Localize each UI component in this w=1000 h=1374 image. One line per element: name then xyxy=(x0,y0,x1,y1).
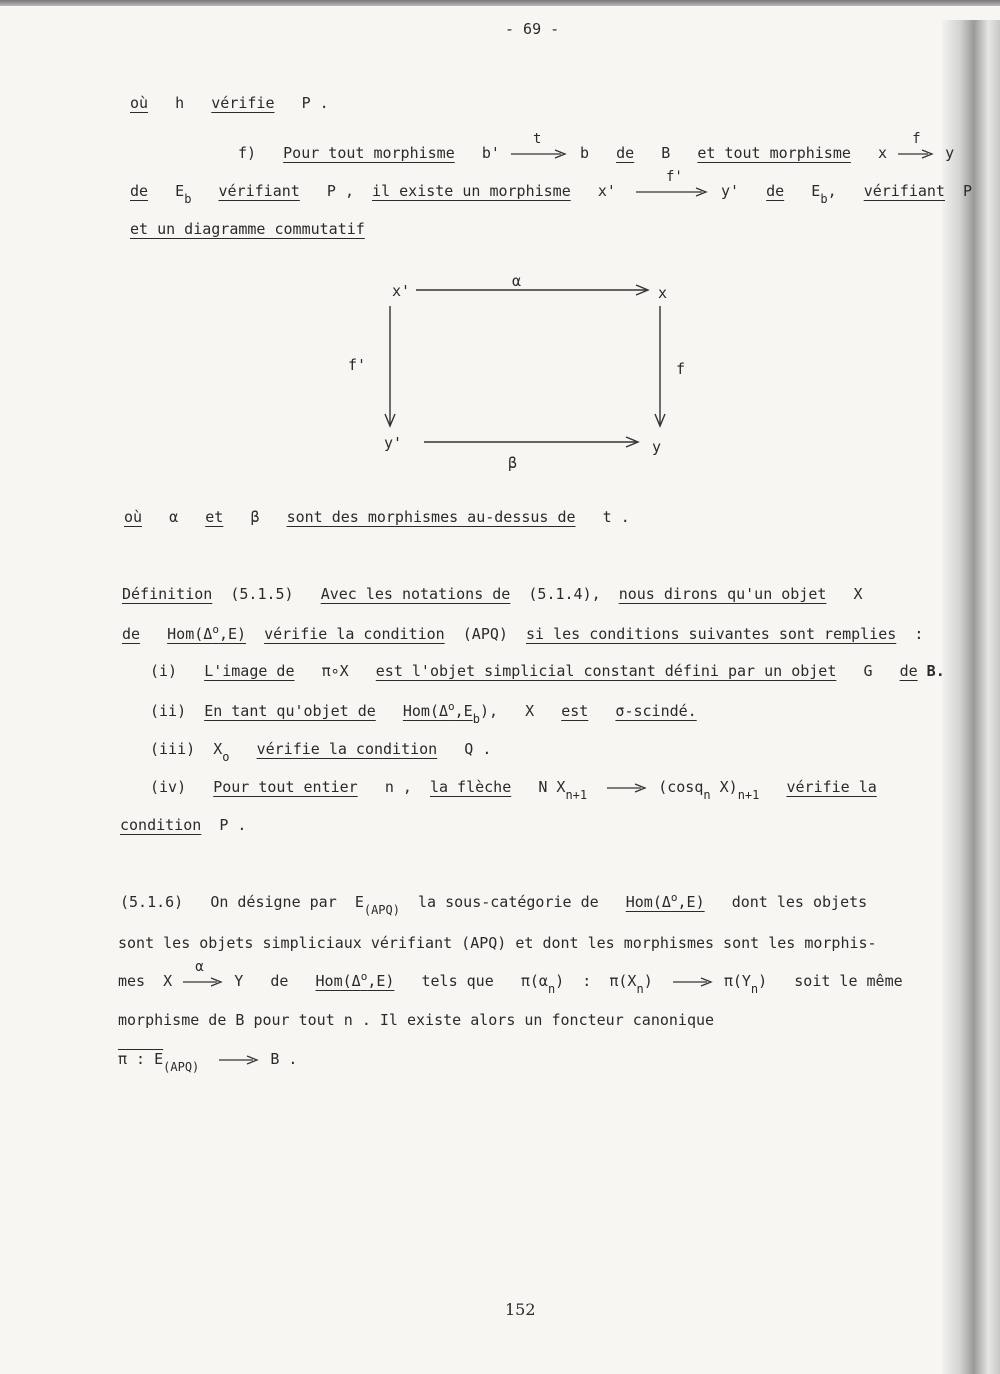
diagram-node-x-prime: x' xyxy=(392,282,411,300)
condition-iv: (iv) Pour tout entier n , la flèche N $X_{n+1}$ (cosq$_n$ $X)_{n+1}$ vérifie la xyxy=(150,778,877,802)
condition-i: (i) L'image de π∘X est l'objet simplicial constant défini par un objet G de B. xyxy=(150,662,945,680)
arrow-f-prime: f' xyxy=(634,185,712,199)
diagram-arrows xyxy=(340,270,700,490)
diagram-label-beta: β xyxy=(508,454,518,472)
para-516-line-4: morphisme de B pour tout n . Il existe alors un foncteur canonique xyxy=(118,1011,715,1029)
header-page-number: - 69 - xyxy=(505,20,560,38)
definition-heading-line: Définition (5.1.5) Avec les notations de (5.1.4), nous dirons qu'un objet X xyxy=(122,585,863,603)
scan-top-border xyxy=(0,0,1000,6)
arrow-alpha: α xyxy=(181,975,225,989)
line-alpha-beta-au-dessus: où α et β sont des morphismes au-dessus de t . xyxy=(124,508,630,526)
arrow-functor xyxy=(217,1053,261,1067)
item-f-line: f) Pour tout morphisme b' t b de B et tout morphisme x f y xyxy=(238,130,955,162)
diagram-label-f: f xyxy=(676,360,686,378)
arrow-pi xyxy=(671,975,715,989)
line-de-eb-verifiant: de $E_b$ vérifiant P , il existe un morphisme x' f' y' de $E_b$, vérifiant P xyxy=(130,168,973,206)
scan-binding-edge xyxy=(942,20,1000,1374)
commutative-diagram xyxy=(340,270,700,490)
diagram-label-alpha: α xyxy=(512,272,522,290)
condition-iv-continued: condition P . xyxy=(120,816,247,834)
arrow-fleche xyxy=(605,781,649,795)
footer-page-number: 152 xyxy=(505,1300,536,1319)
diagram-node-y: y xyxy=(652,438,662,456)
diagram-node-x: x xyxy=(658,284,668,302)
para-516-line-1: (5.1.6) On désigne par $E_{(APQ)}$ la sous-catégorie de $Hom(\Delta^o,E)$ dont les objets xyxy=(120,891,868,917)
diagram-node-y-prime: y' xyxy=(384,434,403,452)
para-516-line-3: mes X α Y de $Hom(\Delta^o,E)$ tels que $\pi(\alpha_n)$ : $\pi(X_n)$ $\pi(Y_n)$ soit le même xyxy=(118,958,903,996)
arrow-t: t xyxy=(509,147,571,161)
line-ou-h-verifie: où h vérifie P . xyxy=(130,94,329,112)
condition-ii: (ii) En tant qu'objet de $Hom(\Delta^o,E_b)$, X est σ-scindé. xyxy=(150,700,697,726)
para-516-line-5: π : $E_{(APQ)}$ B . xyxy=(118,1050,298,1074)
arrow-f: f xyxy=(896,147,936,161)
line-diagramme-commutatif: et un diagramme commutatif xyxy=(130,220,365,238)
definition-line-2: de $Hom(\Delta^o,E)$ vérifie la condition (APQ) si les conditions suivantes sont remplies : xyxy=(122,623,924,643)
para-516-line-2: sont les objets simpliciaux vérifiant (APQ) et dont les morphismes sont les morphis- xyxy=(118,934,877,952)
condition-iii: (iii) $X_o$ vérifie la condition Q . xyxy=(150,740,492,764)
diagram-label-f-prime: f' xyxy=(348,356,367,374)
